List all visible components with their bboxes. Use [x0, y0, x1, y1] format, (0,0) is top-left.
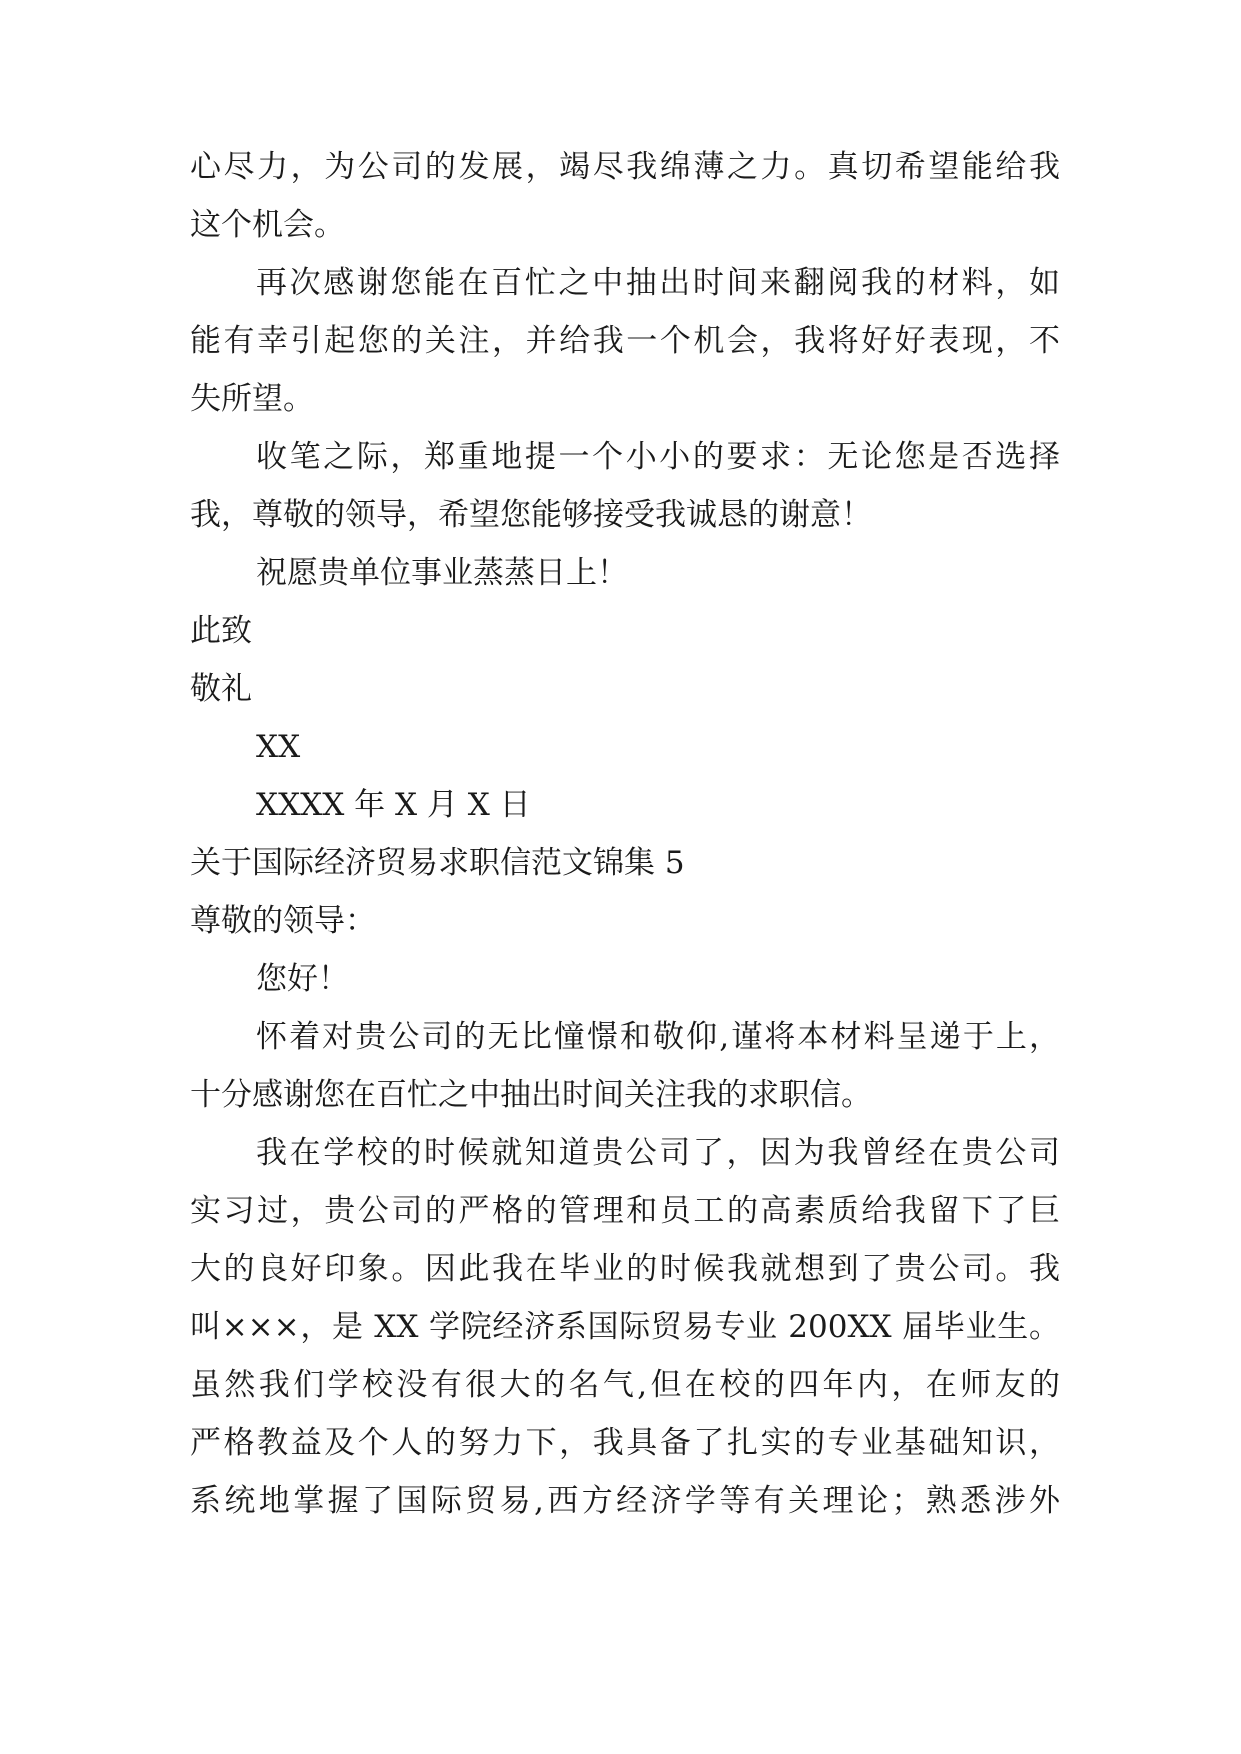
text-line: XX	[256, 729, 301, 765]
text-line: 尊敬的领导：	[190, 903, 376, 939]
text-line: 怀着对贵公司的无比憧憬和敬仰,谨将本材料呈递于上，	[256, 1019, 1060, 1055]
text-line: 此致	[190, 613, 252, 649]
text-line: 我，尊敬的领导，希望您能够接受我诚恳的谢意！	[190, 497, 872, 533]
text-line: 关于国际经济贸易求职信范文锦集 5	[190, 845, 685, 881]
text-line: 能有幸引起您的关注，并给我一个机会，我将好好表现，不	[190, 323, 1060, 359]
text-line: 严格教益及个人的努力下，我具备了扎实的专业基础知识，	[190, 1425, 1060, 1461]
text-line: 系统地掌握了国际贸易,西方经济学等有关理论；熟悉涉外	[190, 1483, 1060, 1519]
text-line: 十分感谢您在百忙之中抽出时间关注我的求职信。	[190, 1077, 872, 1113]
text-line: XXXX 年 X 月 X 日	[256, 787, 531, 823]
text-line: 失所望。	[190, 381, 314, 417]
text-line: 我在学校的时候就知道贵公司了，因为我曾经在贵公司	[256, 1135, 1060, 1171]
text-line: 这个机会。	[190, 207, 345, 243]
text-line: 大的良好印象。因此我在毕业的时候我就想到了贵公司。我	[190, 1251, 1060, 1287]
text-line: 实习过，贵公司的严格的管理和员工的高素质给我留下了巨	[190, 1193, 1060, 1229]
text-line: 叫×××，是 XX 学院经济系国际贸易专业 200XX 届毕业生。	[190, 1309, 1060, 1345]
text-line: 再次感谢您能在百忙之中抽出时间来翻阅我的材料，如	[256, 265, 1060, 301]
text-line: 祝愿贵单位事业蒸蒸日上！	[256, 555, 628, 591]
text-line: 收笔之际，郑重地提一个小小的要求：无论您是否选择	[256, 439, 1060, 475]
text-line: 心尽力，为公司的发展，竭尽我绵薄之力。真切希望能给我	[190, 149, 1060, 185]
text-line: 虽然我们学校没有很大的名气,但在校的四年内，在师友的	[190, 1367, 1060, 1403]
text-line: 您好！	[256, 961, 349, 997]
text-line: 敬礼	[190, 671, 252, 707]
